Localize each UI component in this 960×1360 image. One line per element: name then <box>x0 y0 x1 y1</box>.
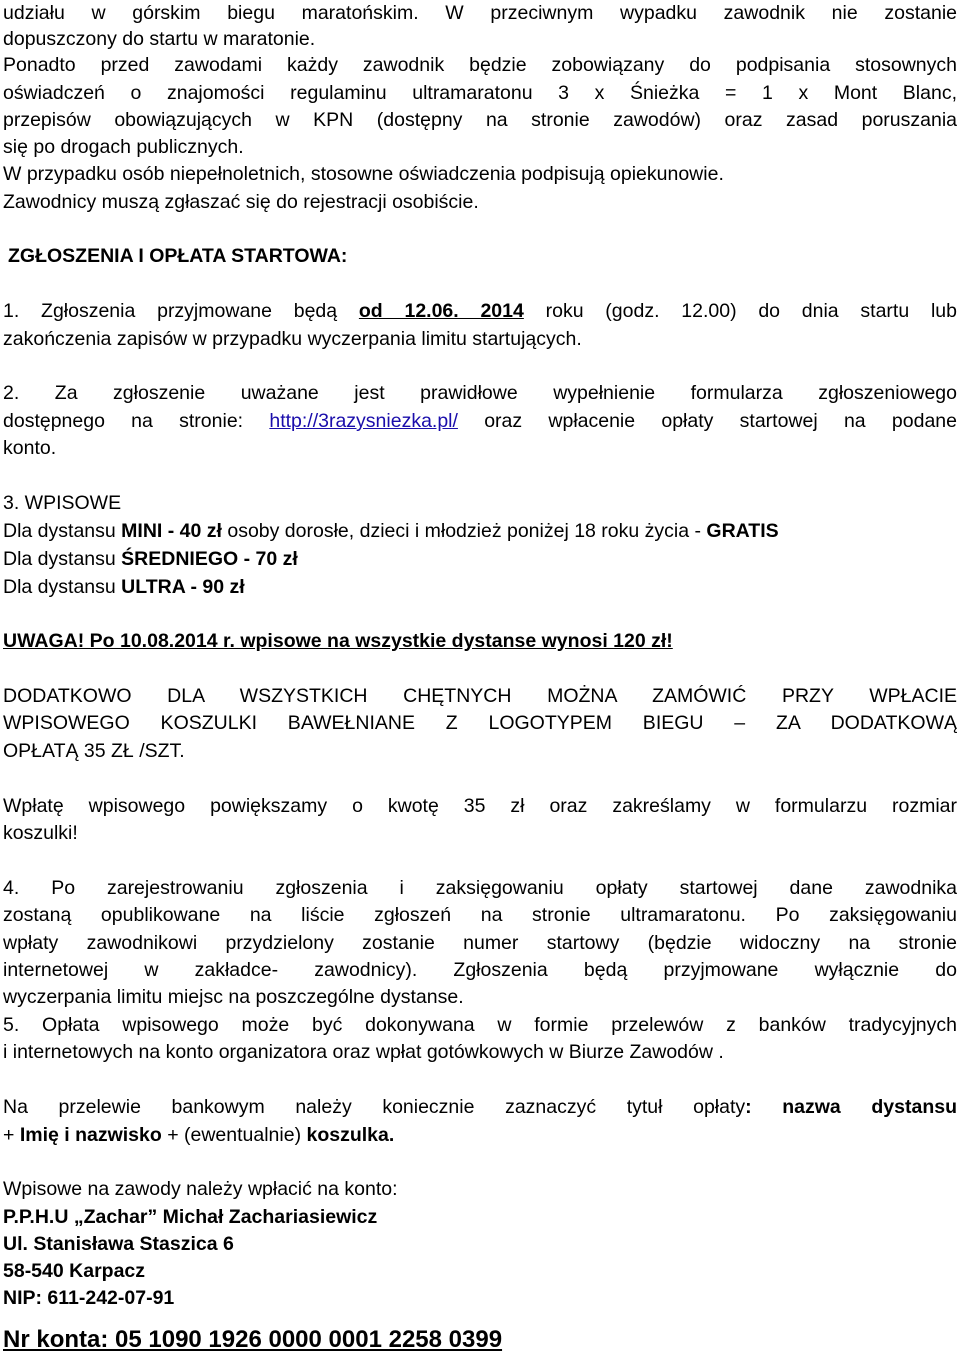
intro-line-2: dopuszczony do startu w maratonie. <box>3 28 316 50</box>
fee-medium <box>3 546 957 573</box>
payment-line-1: Wpłatę wpisowego powiększamy o kwotę 35 zł oraz zakreślamy w formularzu rozmiar <box>3 795 957 817</box>
transfer-distance: : nazwa dystansu <box>745 1096 957 1118</box>
fee-mini-gratis: GRATIS <box>706 520 779 542</box>
point-5-line-1: 5. Opłata wpisowego może być dokonywana w formie przelewów z banków tradycyjnych <box>3 1014 957 1036</box>
point-2-line-1: 2. Za zgłoszenie uważane jest prawidłowe wypełnienie formularza zgłoszeniowego <box>3 382 957 404</box>
point-4-line-2: zostaną opublikowane na liście zgłoszeń na stronie ultramaratonu. Po zaksięgowaniu <box>3 904 957 926</box>
point-2-post: oraz wpłacenie opłaty startowej na podane <box>457 410 957 432</box>
transfer-line-2 <box>3 1122 957 1149</box>
intro-line-3: Ponadto przed zawodami każdy zawodnik będzie zobowiązany do podpisania stosownych <box>3 54 957 76</box>
intro-line-8: Zawodnicy muszą zgłaszać się do rejestracji osobiście. <box>3 191 479 213</box>
fee-medium-amount: ŚREDNIEGO - 70 zł <box>121 548 298 570</box>
point-1-line-2: zakończenia zapisów w przypadku wyczerpania limitu startujących. <box>3 328 582 350</box>
company-nip: NIP: 611-242-07-91 <box>3 1287 175 1309</box>
extra-line-2: WPISOWEGO KOSZULKI BAWEŁNIANE Z LOGOTYPEM BIEGU – ZA DODATKOWĄ <box>3 712 957 734</box>
point-1-pre: 1. Zgłoszenia przyjmowane będą <box>3 300 359 322</box>
extra-line-3: OPŁATĄ 35 ZŁ /SZT. <box>3 740 185 762</box>
account-intro: Wpisowe na zawody należy wpłacić na konto: <box>3 1178 398 1200</box>
payment-line-2: koszulki! <box>3 822 78 844</box>
point-2-line-3: konto. <box>3 437 57 459</box>
point-2-pre: dostępnego na stronie: <box>3 410 270 432</box>
intro-line-5: przepisów obowiązujących w KPN (dostępny na stronie zawodów) oraz zasad poruszania <box>3 109 957 131</box>
fee-ultra-amount: ULTRA - 90 zł <box>121 576 245 598</box>
transfer-plus-1: + <box>3 1124 20 1146</box>
point-4-line-3: wpłaty zawodnikowi przydzielony zostanie numer startowy (będzie widoczny na stronie <box>3 932 957 954</box>
transfer-line-1 <box>3 1094 957 1121</box>
section-heading: ZGŁOSZENIA I OPŁATA STARTOWA: <box>8 245 348 267</box>
bank-account-number: Nr konta: 05 1090 1926 0000 0001 2258 0399 <box>3 1326 503 1353</box>
intro-line-4: oświadczeń o znajomości regulaminu ultramaratonu 3 x Śnieżka = 1 x Mont Blanc, <box>3 82 957 104</box>
fee-mini <box>3 518 957 545</box>
fee-medium-pre: Dla dystansu <box>3 548 122 570</box>
transfer-tshirt: koszulka. <box>306 1124 395 1146</box>
transfer-name: Imię i nazwisko <box>19 1124 162 1146</box>
registration-link[interactable]: http://3razysniezka.pl/ <box>269 410 458 432</box>
company-street: Ul. Stanisława Staszica 6 <box>3 1233 234 1255</box>
fee-mini-desc: osoby dorosłe, dzieci i młodzież poniżej 18 roku życia - <box>221 520 707 542</box>
company-city: 58-540 Karpacz <box>3 1260 146 1282</box>
intro-line-1: udziału w górskim biegu maratońskim. W przeciwnym wypadku zawodnik nie zostanie <box>3 2 957 24</box>
point-1-date: od 12.06. 2014 <box>358 300 524 322</box>
warning-notice: UWAGA! Po 10.08.2014 r. wpisowe na wszystkie dystanse wynosi 120 zł! <box>3 630 673 652</box>
point-1-line-1 <box>3 298 957 325</box>
point-5-line-2: i internetowych na konto organizatora oraz wpłat gotówkowych w Biurze Zawodów . <box>3 1041 724 1063</box>
fee-mini-pre: Dla dystansu <box>3 520 122 542</box>
point-4-line-1: 4. Po zarejestrowaniu zgłoszenia i zaksięgowaniu opłaty startowej dane zawodnika <box>3 877 957 899</box>
fees-title: 3. WPISOWE <box>3 492 122 514</box>
company-name: P.P.H.U „Zachar” Michał Zachariasiewicz <box>3 1206 378 1228</box>
point-2-line-2 <box>3 408 957 435</box>
fee-ultra <box>3 574 957 601</box>
transfer-pre: Na przelewie bankowym należy koniecznie zaznaczyć tytuł opłaty <box>3 1096 746 1118</box>
extra-line-1: DODATKOWO DLA WSZYSTKICH CHĘTNYCH MOŻNA ZAMÓWIĆ PRZY WPŁACIE <box>3 685 957 707</box>
point-1-post: roku (godz. 12.00) do dnia startu lub <box>523 300 957 322</box>
fee-ultra-pre: Dla dystansu <box>3 576 122 598</box>
fee-mini-amount: MINI - 40 zł <box>121 520 222 542</box>
transfer-optional: + (ewentualnie) <box>161 1124 307 1146</box>
point-4-line-4: internetowej w zakładce- zawodnicy). Zgłoszenia będą przyjmowane wyłącznie do <box>3 959 957 981</box>
intro-line-7: W przypadku osób niepełnoletnich, stosowne oświadczenia podpisują opiekunowie. <box>3 163 724 185</box>
intro-line-6: się po drogach publicznych. <box>3 136 244 158</box>
point-4-line-5: wyczerpania limitu miejsc na poszczególne dystanse. <box>3 986 464 1008</box>
